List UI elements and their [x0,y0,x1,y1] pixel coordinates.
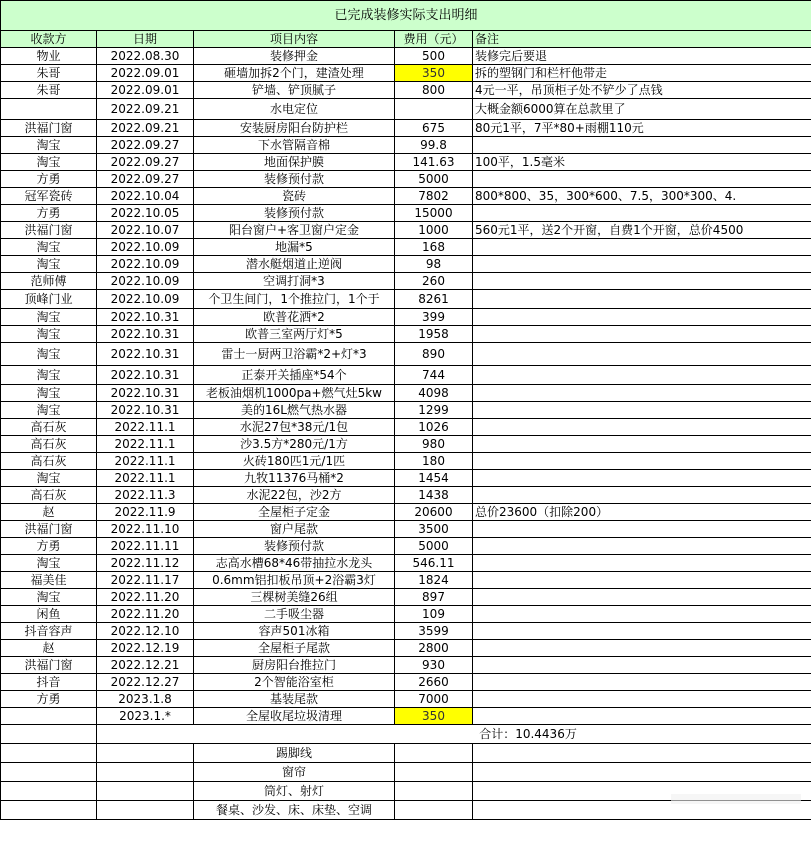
cell-payee[interactable]: 抖音容声 [1,623,97,640]
table-row [1,419,811,436]
header-remark[interactable]: 备注 [473,31,811,48]
cell-item[interactable]: 瓷砖 [194,188,395,205]
cell-item[interactable]: 装修预付款 [194,171,395,188]
cell-payee[interactable]: 赵 [1,504,97,521]
table-row [1,487,811,504]
cell-payee[interactable]: 洪福门窗 [1,657,97,674]
table-row [1,82,811,99]
cell-date[interactable]: 2022.10.09 [97,239,194,256]
cell-remark[interactable] [473,674,811,691]
table-row [1,385,811,402]
cell-date[interactable]: 2022.10.09 [97,273,194,290]
cell-cost[interactable]: 20600 [395,504,473,521]
cell-remark[interactable] [473,708,811,725]
table-row [1,504,811,521]
cell-remark[interactable]: 4元一平，吊顶柜子处不铲少了点钱 [473,82,811,99]
cell-payee[interactable]: 朱哥 [1,82,97,99]
table-row [1,171,811,188]
cell-payee[interactable]: 福美佳 [1,572,97,589]
cell-date[interactable]: 2022.11.20 [97,589,194,606]
cell-remark[interactable] [473,239,811,256]
cell-item[interactable]: 2个智能浴室柜 [194,674,395,691]
cell-cost[interactable]: 8261 [395,290,473,309]
table-row [1,343,811,366]
cell-payee[interactable]: 淘宝 [1,385,97,402]
cell-cost[interactable]: 399 [395,309,473,326]
cell-date[interactable]: 2022.10.05 [97,205,194,222]
cell-empty[interactable] [395,763,473,782]
cell-remark[interactable] [473,137,811,154]
cell-remark[interactable] [473,453,811,470]
cell-empty[interactable] [473,763,811,782]
cell-item[interactable]: 全屋收尾垃圾清理 [194,708,395,725]
cell-payee[interactable]: 淘宝 [1,589,97,606]
total-row [1,725,811,744]
cell-item[interactable]: 装修押金 [194,48,395,65]
table-row [1,48,811,65]
cell-item[interactable]: 欧普花洒*2 [194,309,395,326]
table-row [1,99,811,120]
cell-date[interactable]: 2022.09.27 [97,137,194,154]
cell-remark[interactable]: 560元1平，送2个开窗，自费1个开窗，总价4500 [473,222,811,239]
cell-remark[interactable] [473,623,811,640]
cell-date[interactable]: 2022.12.27 [97,674,194,691]
cell-item[interactable]: 装修预付款 [194,538,395,555]
cell-remark[interactable] [473,290,811,309]
cell-cost[interactable]: 1438 [395,487,473,504]
cell-date[interactable]: 2022.11.17 [97,572,194,589]
total-cell[interactable]: 合计：10.4436万 [97,725,811,744]
cell-payee[interactable]: 方勇 [1,691,97,708]
cell-payee[interactable]: 方勇 [1,538,97,555]
cell-remark[interactable] [473,555,811,572]
cell-payee[interactable]: 淘宝 [1,309,97,326]
cell-cost[interactable]: 350 [395,65,473,82]
cell-item[interactable]: 砸墙加拆2个门，建渣处理 [194,65,395,82]
cell-item[interactable]: 九牧11376马桶*2 [194,470,395,487]
table-row [1,205,811,222]
cell-remark[interactable] [473,436,811,453]
cell-cost[interactable]: 1958 [395,326,473,343]
cell-cost[interactable]: 890 [395,343,473,366]
cell-payee[interactable]: 洪福门窗 [1,120,97,137]
cell-item[interactable]: 潜水艇烟道止逆阀 [194,256,395,273]
cell-payee[interactable]: 高石灰 [1,487,97,504]
table-row [1,521,811,538]
cell-remark[interactable] [473,470,811,487]
cell-date[interactable]: 2022.09.01 [97,65,194,82]
cell-cost[interactable]: 7000 [395,691,473,708]
cell-remark[interactable] [473,366,811,385]
pending-item[interactable]: 餐桌、沙发、床、床垫、空调 [194,801,395,820]
cell-cost[interactable]: 109 [395,606,473,623]
cell-payee[interactable]: 方勇 [1,205,97,222]
pending-item[interactable]: 窗帘 [194,763,395,782]
table-row [1,366,811,385]
cell-item[interactable]: 个卫生间门，1个推拉门，1个于 [194,290,395,309]
cell-remark[interactable] [473,256,811,273]
cell-date[interactable]: 2022.09.27 [97,154,194,171]
cell-date[interactable]: 2022.09.21 [97,99,194,120]
cell-item[interactable]: 0.6mm铝扣板吊顶+2浴霸3灯 [194,572,395,589]
cell-cost[interactable]: 800 [395,82,473,99]
cell-empty[interactable] [473,744,811,763]
cell-payee[interactable]: 淘宝 [1,470,97,487]
cell-cost[interactable] [395,99,473,120]
cell-cost[interactable]: 1299 [395,402,473,419]
cell-payee[interactable]: 方勇 [1,171,97,188]
cell-remark[interactable] [473,572,811,589]
table-row [1,691,811,708]
cell-item[interactable]: 沙3.5方*280元/1方 [194,436,395,453]
cell-date[interactable]: 2022.10.31 [97,343,194,366]
cell-cost[interactable]: 3599 [395,623,473,640]
cell-date[interactable]: 2022.09.27 [97,171,194,188]
table-row [1,256,811,273]
cell-empty[interactable] [1,725,97,744]
header-cost[interactable]: 费用（元） [395,31,473,48]
table-row [1,657,811,674]
cell-date[interactable]: 2022.10.31 [97,385,194,402]
cell-payee[interactable]: 淘宝 [1,239,97,256]
cell-remark[interactable] [473,402,811,419]
cell-cost[interactable]: 3500 [395,521,473,538]
cell-payee[interactable]: 淘宝 [1,343,97,366]
cell-payee[interactable]: 淘宝 [1,402,97,419]
cell-cost[interactable]: 1026 [395,419,473,436]
cell-item[interactable]: 全屋柜子尾款 [194,640,395,657]
cell-cost[interactable]: 260 [395,273,473,290]
table-row [1,273,811,290]
cell-remark[interactable] [473,171,811,188]
cell-date[interactable]: 2022.11.12 [97,555,194,572]
cell-payee[interactable] [1,708,97,725]
cell-cost[interactable]: 980 [395,436,473,453]
cell-item[interactable]: 二手吸尘器 [194,606,395,623]
cell-date[interactable]: 2022.11.11 [97,538,194,555]
cell-empty[interactable] [97,744,194,763]
table-row [1,309,811,326]
cell-cost[interactable]: 15000 [395,205,473,222]
cell-remark[interactable] [473,606,811,623]
cell-remark[interactable] [473,521,811,538]
cell-empty[interactable] [1,801,97,820]
cell-cost[interactable]: 675 [395,120,473,137]
table-row [1,239,811,256]
cell-cost[interactable]: 500 [395,48,473,65]
cell-cost[interactable]: 168 [395,239,473,256]
cell-payee[interactable]: 朱哥 [1,65,97,82]
cell-payee[interactable]: 赵 [1,640,97,657]
cell-date[interactable]: 2022.11.9 [97,504,194,521]
cell-date[interactable]: 2022.09.21 [97,120,194,137]
cell-date[interactable]: 2022.10.31 [97,326,194,343]
cell-remark[interactable]: 80元1平，7平*80+雨棚110元 [473,120,811,137]
cell-cost[interactable]: 7802 [395,188,473,205]
cell-remark[interactable] [473,273,811,290]
cell-date[interactable]: 2022.10.07 [97,222,194,239]
cell-remark[interactable] [473,326,811,343]
cell-cost[interactable]: 2800 [395,640,473,657]
cell-date[interactable]: 2022.11.1 [97,470,194,487]
cell-payee[interactable]: 淘宝 [1,256,97,273]
header-payee[interactable]: 收款方 [1,31,97,48]
cell-cost[interactable]: 4098 [395,385,473,402]
table-row [1,402,811,419]
cell-date[interactable]: 2022.09.01 [97,82,194,99]
cell-payee[interactable]: 洪福门窗 [1,521,97,538]
cell-item[interactable]: 阳台窗户+客卫窗户定金 [194,222,395,239]
cell-item[interactable]: 水电定位 [194,99,395,120]
cell-cost[interactable]: 98 [395,256,473,273]
cell-payee[interactable]: 高石灰 [1,453,97,470]
table-row [1,436,811,453]
table-row [1,222,811,239]
header-row [1,31,811,48]
pending-row [1,744,811,763]
cell-remark[interactable]: 100平，1.5毫米 [473,154,811,171]
cell-date[interactable]: 2022.08.30 [97,48,194,65]
table-row [1,674,811,691]
cell-cost[interactable]: 99.8 [395,137,473,154]
pending-item[interactable]: 筒灯、射灯 [194,782,395,801]
watermark [671,794,801,804]
cell-item[interactable]: 美的16L燃气热水器 [194,402,395,419]
cell-remark[interactable] [473,657,811,674]
cell-empty[interactable] [97,782,194,801]
table-row [1,137,811,154]
cell-empty[interactable] [395,744,473,763]
cell-cost[interactable]: 350 [395,708,473,725]
cell-item[interactable]: 志高水槽68*46带抽拉水龙头 [194,555,395,572]
cell-remark[interactable] [473,343,811,366]
cell-item[interactable]: 厨房阳台推拉门 [194,657,395,674]
table-row [1,555,811,572]
cell-payee[interactable]: 抖音 [1,674,97,691]
cell-date[interactable]: 2022.12.21 [97,657,194,674]
cell-payee[interactable]: 淘宝 [1,326,97,343]
cell-cost[interactable]: 744 [395,366,473,385]
cell-date[interactable]: 2022.12.10 [97,623,194,640]
table-row [1,154,811,171]
cell-cost[interactable]: 897 [395,589,473,606]
cell-remark[interactable] [473,309,811,326]
cell-item[interactable]: 火砖180匹1元/1匹 [194,453,395,470]
cell-date[interactable]: 2022.11.1 [97,453,194,470]
table-row [1,453,811,470]
cell-date[interactable]: 2022.11.1 [97,419,194,436]
cell-remark[interactable] [473,385,811,402]
header-date[interactable]: 日期 [97,31,194,48]
cell-date[interactable]: 2022.10.09 [97,290,194,309]
cell-item[interactable]: 铲墙、铲顶腻子 [194,82,395,99]
cell-cost[interactable]: 1454 [395,470,473,487]
pending-row [1,763,811,782]
cell-remark[interactable] [473,691,811,708]
cell-empty[interactable] [97,801,194,820]
cell-payee[interactable]: 淘宝 [1,137,97,154]
cell-item[interactable]: 空调打洞*3 [194,273,395,290]
pending-item[interactable]: 踢脚线 [194,744,395,763]
cell-cost[interactable]: 5000 [395,171,473,188]
title-row [1,1,811,31]
table-row [1,640,811,657]
cell-item[interactable]: 地漏*5 [194,239,395,256]
cell-item[interactable]: 雷士一厨两卫浴霸*2+灯*3 [194,343,395,366]
cell-date[interactable]: 2023.1.* [97,708,194,725]
cell-date[interactable]: 2022.10.04 [97,188,194,205]
cell-item[interactable]: 正泰开关插座*54个 [194,366,395,385]
cell-empty[interactable] [1,782,97,801]
cell-item[interactable]: 下水管隔音棉 [194,137,395,154]
table-row [1,120,811,137]
cell-item[interactable]: 欧普三室两厅灯*5 [194,326,395,343]
table-row [1,188,811,205]
table-row [1,606,811,623]
cell-date[interactable]: 2022.10.09 [97,256,194,273]
cell-item[interactable]: 老板油烟机1000pa+燃气灶5kw [194,385,395,402]
cell-date[interactable]: 2022.11.3 [97,487,194,504]
cell-remark[interactable] [473,538,811,555]
cell-item[interactable]: 基装尾款 [194,691,395,708]
table-row [1,326,811,343]
cell-remark[interactable] [473,487,811,504]
cell-empty[interactable] [1,744,97,763]
cell-payee[interactable]: 高石灰 [1,419,97,436]
cell-date[interactable]: 2023.1.8 [97,691,194,708]
table-row [1,708,811,725]
cell-date[interactable]: 2022.11.10 [97,521,194,538]
table-row [1,65,811,82]
cell-payee[interactable]: 冠军瓷砖 [1,188,97,205]
cell-payee[interactable]: 洪福门窗 [1,222,97,239]
sheet-title: 已完成装修实际支出明细 [1,1,811,31]
header-item[interactable]: 项目内容 [194,31,395,48]
table-row [1,623,811,640]
cell-cost[interactable]: 1000 [395,222,473,239]
cell-remark[interactable]: 大概金额6000算在总款里了 [473,99,811,120]
cell-remark[interactable]: 总价23600（扣除200） [473,504,811,521]
cell-date[interactable]: 2022.10.31 [97,402,194,419]
table-row [1,470,811,487]
cell-empty[interactable] [97,763,194,782]
cell-payee[interactable]: 高石灰 [1,436,97,453]
cell-item[interactable]: 水泥27包*38元/1包 [194,419,395,436]
cell-remark[interactable] [473,640,811,657]
cell-cost[interactable]: 180 [395,453,473,470]
cell-payee[interactable]: 顶峰门业 [1,290,97,309]
cell-empty[interactable] [395,801,473,820]
cell-cost[interactable]: 141.63 [395,154,473,171]
cell-remark[interactable] [473,589,811,606]
cell-remark[interactable] [473,205,811,222]
cell-empty[interactable] [1,763,97,782]
cell-cost[interactable]: 5000 [395,538,473,555]
cell-item[interactable]: 三棵树美缝26组 [194,589,395,606]
cell-date[interactable]: 2022.12.19 [97,640,194,657]
cell-payee[interactable]: 淘宝 [1,555,97,572]
table-row [1,538,811,555]
cell-cost[interactable]: 1824 [395,572,473,589]
cell-payee[interactable]: 物业 [1,48,97,65]
cell-item[interactable]: 窗户尾款 [194,521,395,538]
cell-remark[interactable]: 装修完后要退 [473,48,811,65]
cell-payee[interactable]: 淘宝 [1,154,97,171]
cell-item[interactable]: 水泥22包，沙2方 [194,487,395,504]
cell-remark[interactable] [473,419,811,436]
cell-payee[interactable]: 范师傅 [1,273,97,290]
table-row [1,572,811,589]
cell-item[interactable]: 容声501冰箱 [194,623,395,640]
cell-date[interactable]: 2022.11.1 [97,436,194,453]
cell-cost[interactable]: 546.11 [395,555,473,572]
cell-date[interactable]: 2022.10.31 [97,309,194,326]
cell-date[interactable]: 2022.10.31 [97,366,194,385]
cell-item[interactable]: 装修预付款 [194,205,395,222]
cell-cost[interactable]: 2660 [395,674,473,691]
cell-remark[interactable]: 拆的塑钢门和栏杆他带走 [473,65,811,82]
table-row [1,589,811,606]
cell-empty[interactable] [395,782,473,801]
cell-payee[interactable] [1,99,97,120]
cell-item[interactable]: 全屋柜子定金 [194,504,395,521]
cell-date[interactable]: 2022.11.20 [97,606,194,623]
cell-payee[interactable]: 闲鱼 [1,606,97,623]
cell-cost[interactable]: 930 [395,657,473,674]
cell-item[interactable]: 地面保护膜 [194,154,395,171]
cell-payee[interactable]: 淘宝 [1,366,97,385]
cell-item[interactable]: 安装厨房阳台防护栏 [194,120,395,137]
table-row [1,290,811,309]
cell-remark[interactable]: 800*800、35，300*600、7.5，300*300、4. [473,188,811,205]
